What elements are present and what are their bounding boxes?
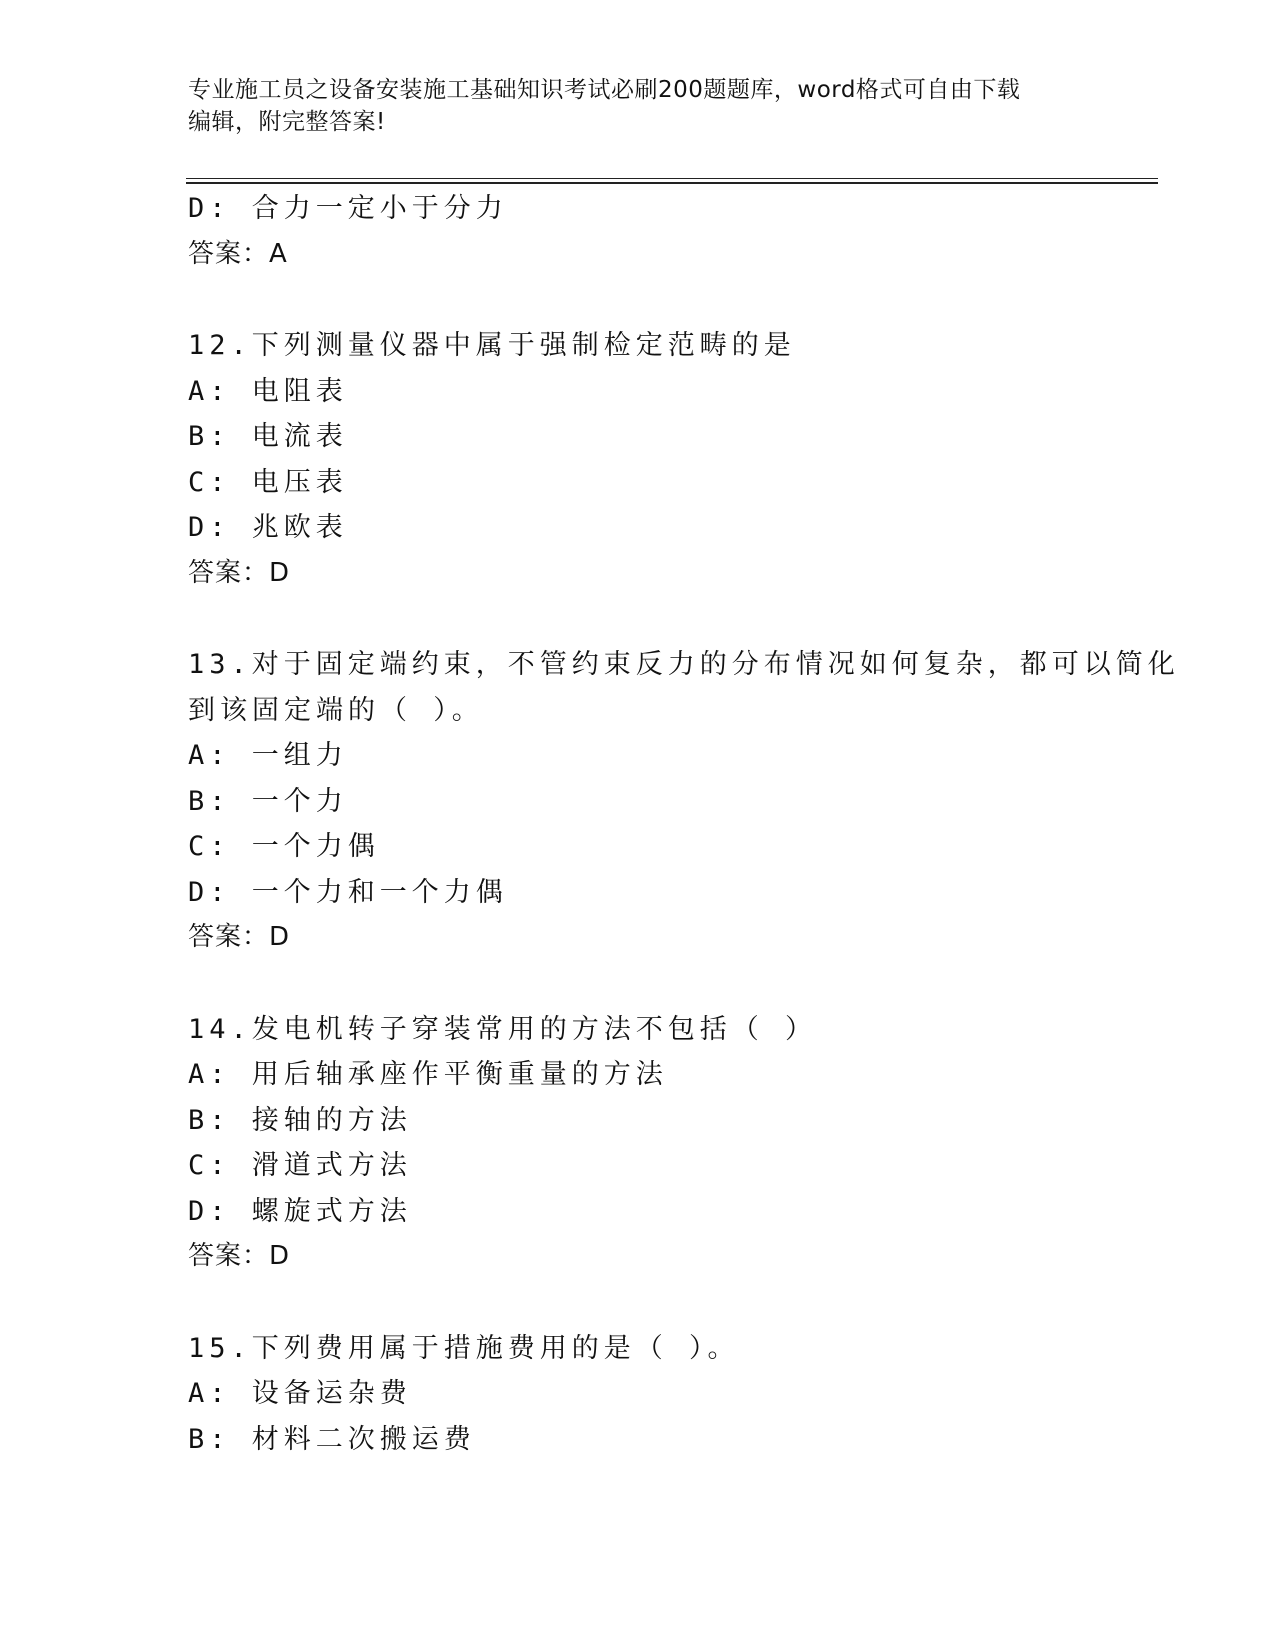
answer-line: 答案：D [188,1241,291,1271]
option-a: A: 一组力 [188,740,348,771]
question-text: 14.发电机转子穿装常用的方法不包括（ ） [188,1013,818,1045]
header-rule-thin [186,178,1158,179]
question-text: 13.对于固定端约束，不管约束反力的分布情况如何复杂，都可以简化 [188,649,1180,680]
option-b: B: 接轴的方法 [188,1104,412,1136]
question-list [188,186,1180,1462]
option-a: A: 设备运杂费 [188,1378,412,1409]
answer-line: 答案：D [188,922,291,952]
option-a: A: 用后轴承座作平衡重量的方法 [188,1059,668,1090]
header-line-1: 专业施工员之设备安装施工基础知识考试必刷200题题库，word格式可自由下载 [188,77,1021,103]
question-block-14 [188,1007,1088,1280]
option-d: D: 螺旋式方法 [188,1195,412,1227]
answer-line: 答案：A [188,238,288,269]
answer-line: 答案：D [188,557,291,588]
option-d: D: 一个力和一个力偶 [188,876,508,908]
option-b: B: 电流表 [188,421,348,452]
question-block-13 [188,642,1180,961]
option-c: C: 一个力偶 [188,831,380,862]
header-line-2: 编辑，附完整答案! [188,109,386,135]
option-b: B: 一个力 [188,785,348,817]
option-c: C: 电压表 [188,466,348,498]
document-header [188,74,1088,138]
question-text: 15.下列费用属于措施费用的是（ ）。 [188,1332,740,1364]
option-b: B: 材料二次搬运费 [188,1423,476,1455]
header-rule-thick [186,182,1158,184]
option-d: D: 兆欧表 [188,512,348,543]
question-block-15 [188,1326,1088,1463]
question-text-continued: 到该固定端的（ ）。 [188,694,484,726]
option-c: C: 滑道式方法 [188,1150,412,1181]
option-a: A: 电阻表 [188,375,348,407]
question-text: 12.下列测量仪器中属于强制检定范畴的是 [188,330,796,361]
option-d: D: 合力一定小于分力 [188,193,508,224]
question-block-12 [188,323,1088,596]
